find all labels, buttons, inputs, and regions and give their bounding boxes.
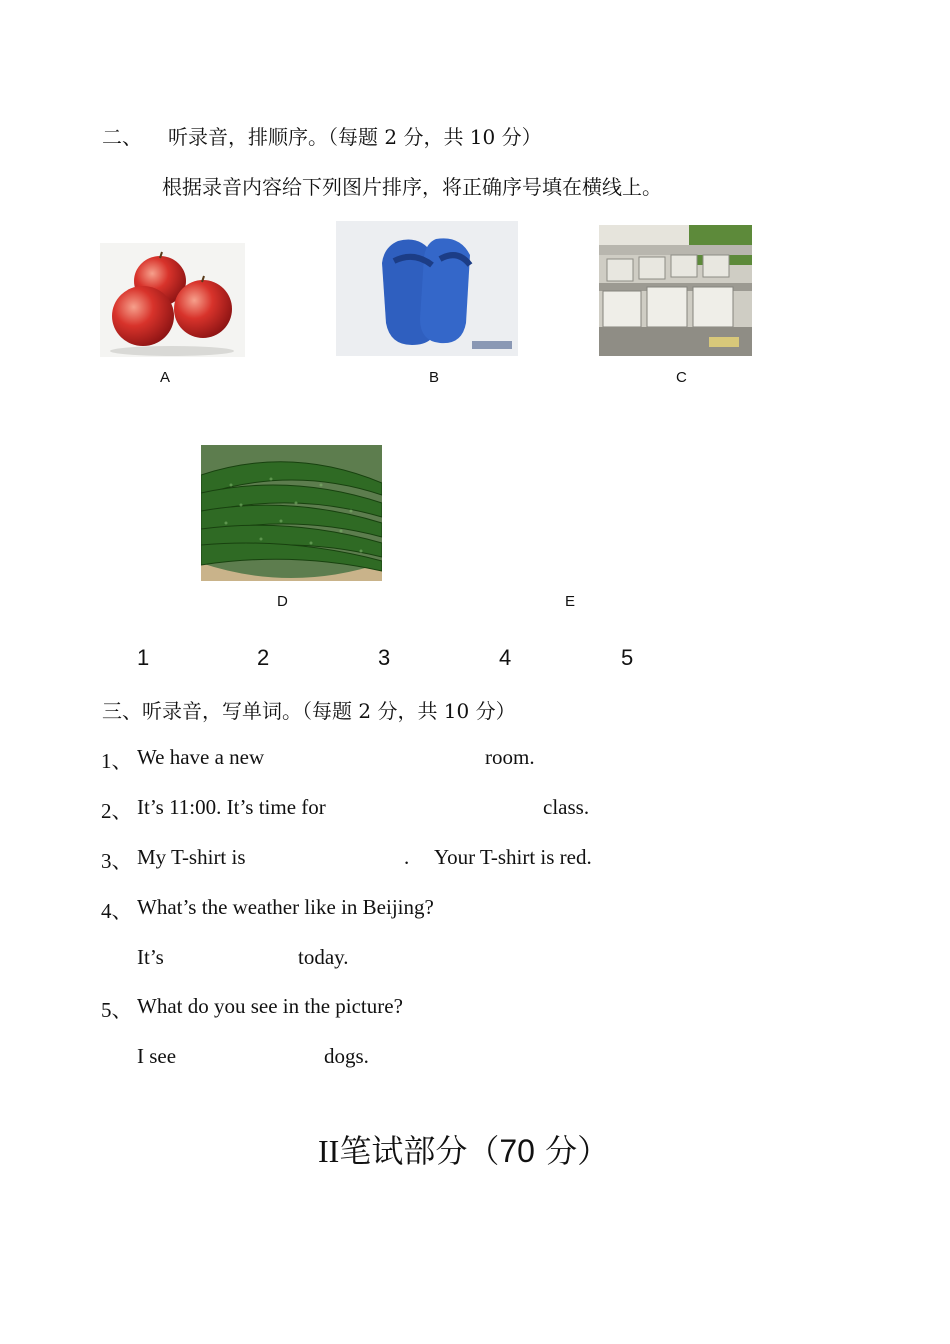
answer-number: 2: [257, 645, 270, 670]
answer-number: 3: [378, 645, 391, 670]
part-prefix: II: [318, 1133, 340, 1169]
picture-label-a: A: [160, 369, 171, 386]
apples-picture: [100, 243, 245, 357]
answer-number: 4: [499, 645, 512, 670]
slippers-picture: [336, 221, 518, 356]
question-text: I see: [137, 1044, 177, 1068]
question-number: 4、: [101, 899, 133, 923]
question-number: 3、: [101, 849, 133, 873]
question-text: dogs.: [324, 1044, 369, 1068]
question-text: Your T-shirt is red.: [434, 845, 592, 869]
picture-label-d: D: [277, 593, 288, 610]
part-heading: [318, 1126, 609, 1172]
question-number: 1、: [101, 749, 133, 773]
question-text: class.: [543, 795, 590, 819]
section-instruction: 根据录音内容给下列图片排序，将正确序号填在横线上。: [162, 175, 662, 199]
question-number: 2、: [101, 799, 133, 823]
cucumbers-picture: [201, 445, 382, 581]
question-text: What’s the weather like in Beijing?: [137, 895, 434, 919]
question-text: today.: [298, 945, 349, 969]
question-text: .: [404, 845, 410, 869]
answer-number: 5: [621, 645, 634, 670]
answer-number: 1: [137, 645, 150, 670]
question-number: 5、: [101, 998, 133, 1022]
question-text: We have a new: [137, 745, 265, 769]
question-text: It’s 11:00. It’s time for: [137, 795, 326, 819]
picture-label-c: C: [676, 369, 687, 386]
question-text: My T-shirt is: [137, 845, 246, 869]
question-text: What do you see in the picture?: [137, 994, 403, 1018]
section-heading: 听录音，排顺序。（每题 2 分，共 10 分）: [168, 125, 542, 149]
section-heading: 三、听录音，写单词。（每题 2 分，共 10 分）: [102, 699, 516, 723]
picture-label-b: B: [429, 369, 440, 386]
part-suffix: 分）: [534, 1132, 610, 1170]
part-score: 70: [499, 1133, 535, 1169]
question-text: room.: [485, 745, 535, 769]
section-number: 二、: [102, 125, 142, 149]
picture-label-e: E: [565, 593, 576, 610]
computer-room-picture: [599, 225, 752, 356]
question-text: It’s: [137, 945, 164, 969]
part-title: 笔试部分（: [339, 1132, 500, 1170]
